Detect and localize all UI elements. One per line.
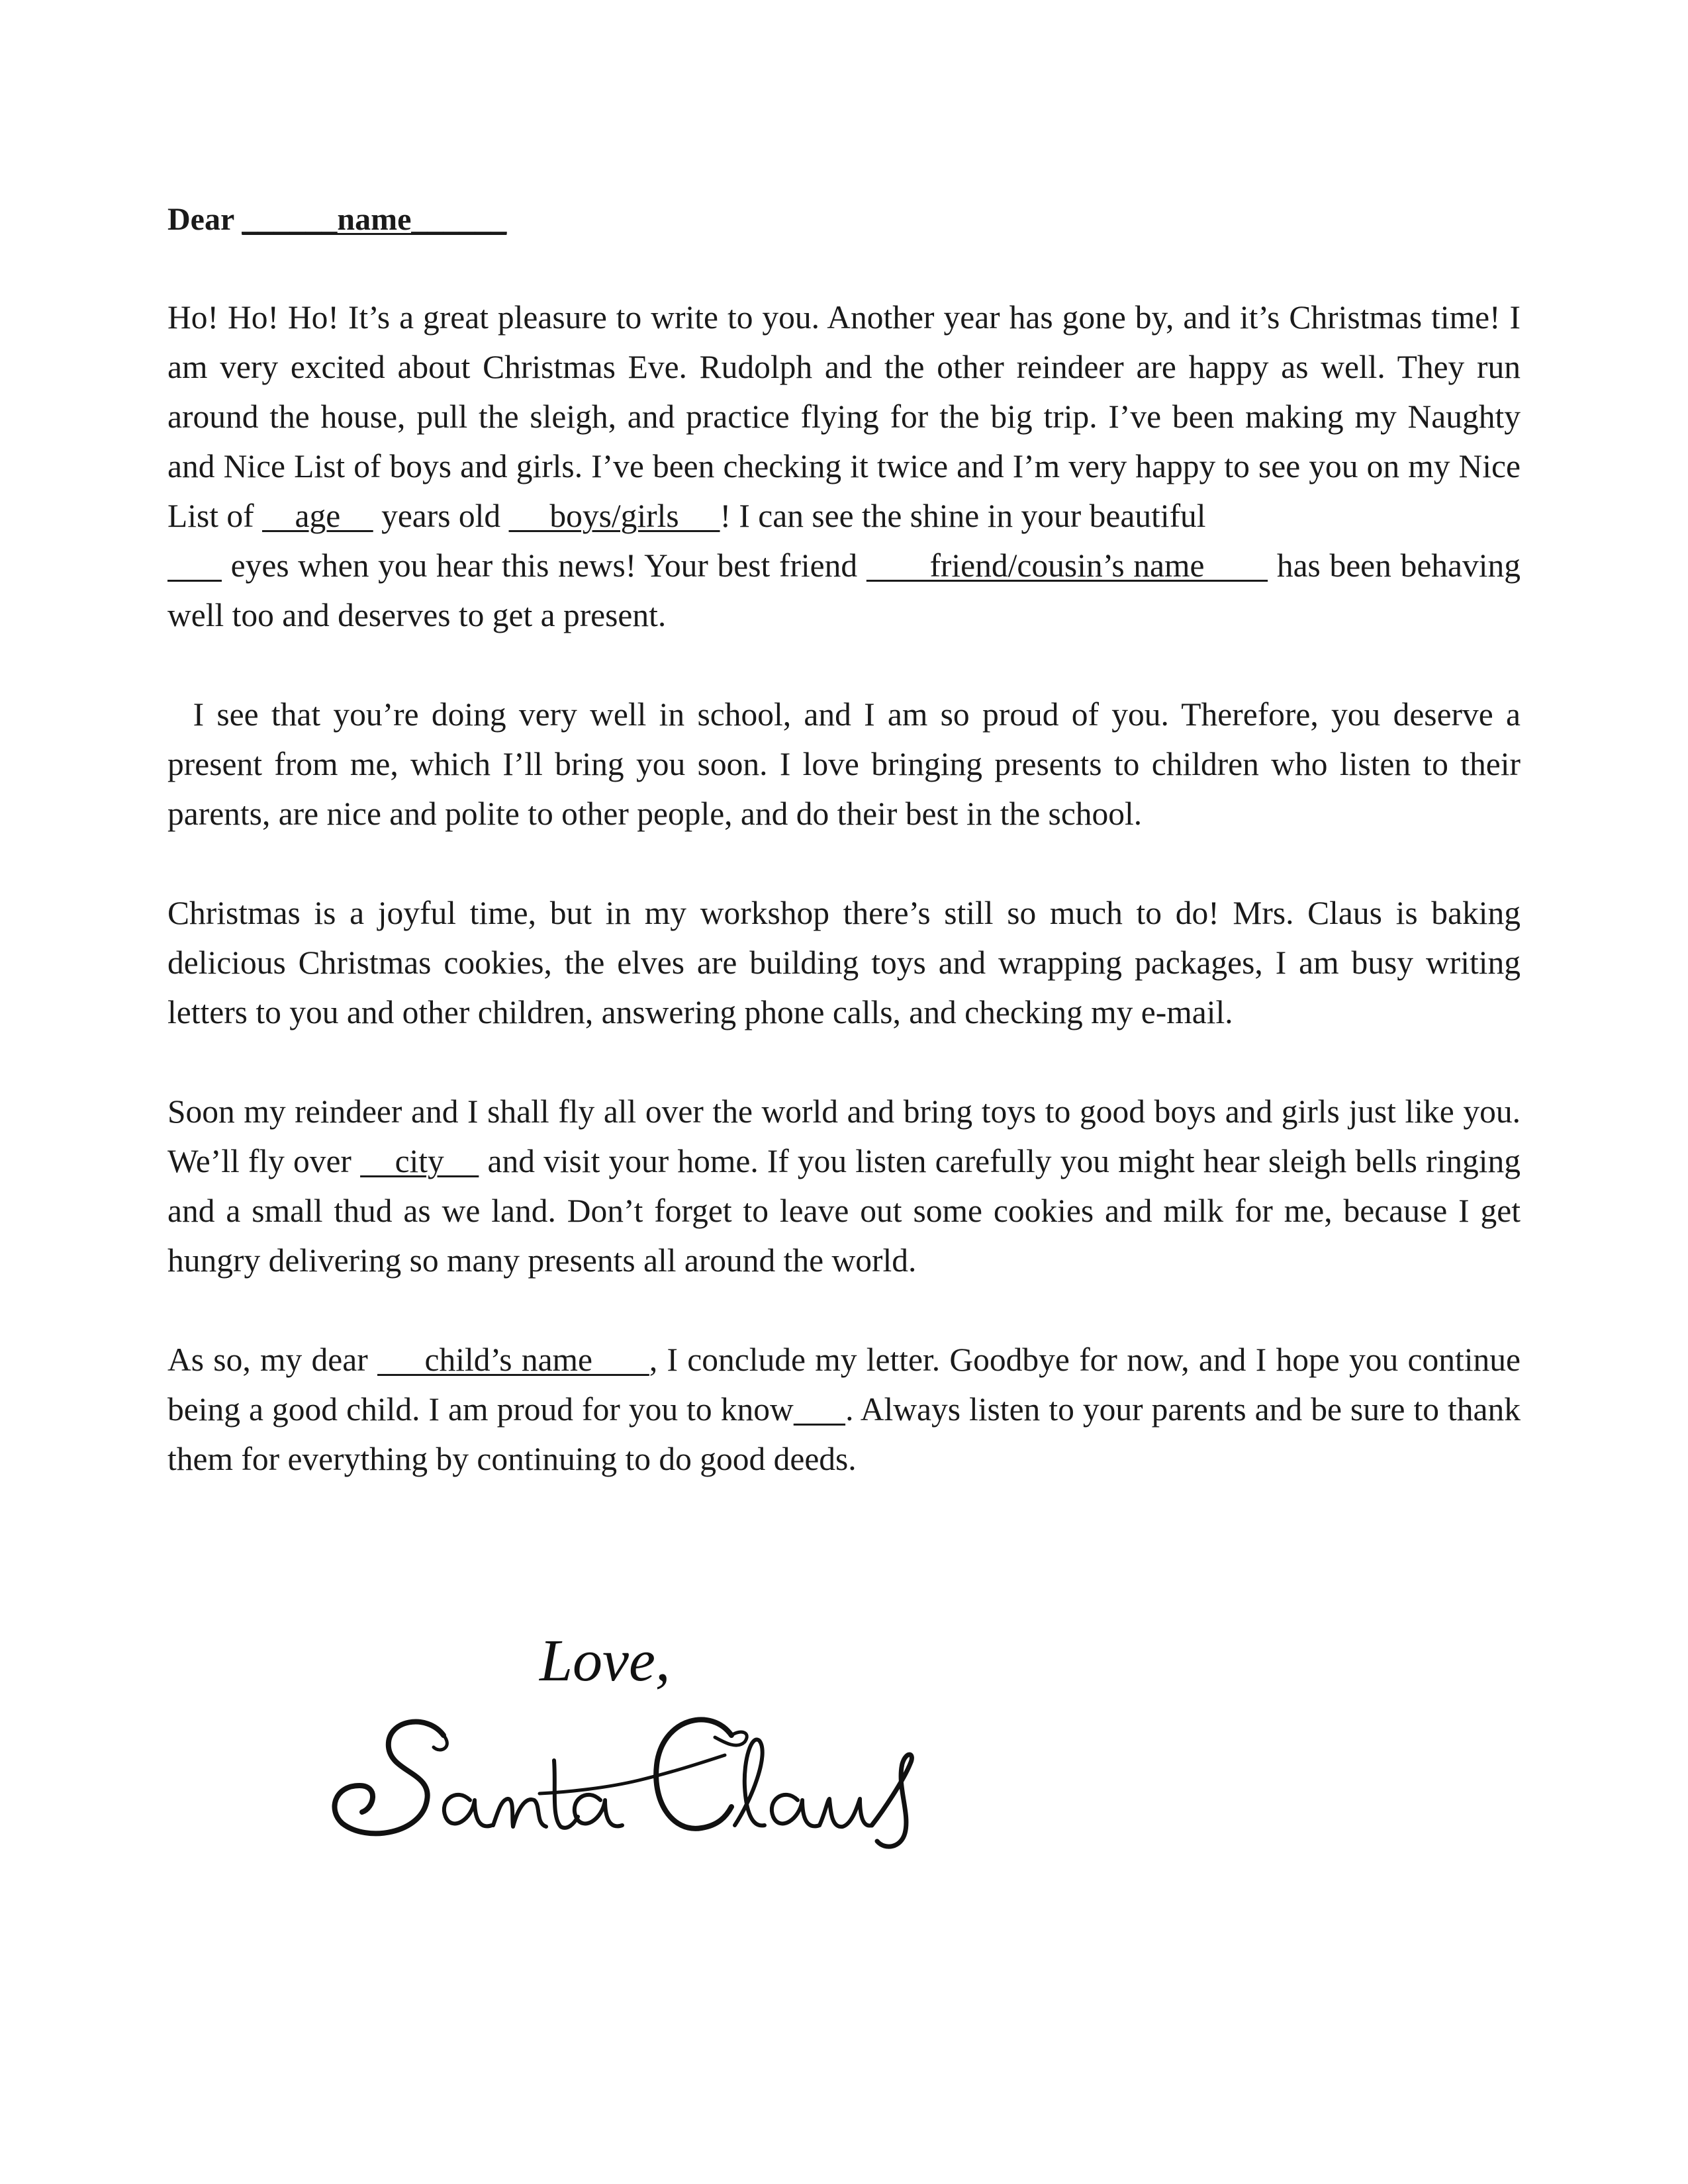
paragraph-2: I see that you’re doing very well in school, and I am so proud of you. Therefore, you deserve a present from me, which I’ll bring you soon. I love bringing presents to children who listen to their parents, are nice and polite to other people, and do their best in the school. [167, 696, 1529, 832]
santa-claus-signature [328, 1701, 976, 1860]
know-blank [794, 1391, 845, 1428]
paragraph-1 [167, 293, 1521, 640]
spacer [167, 640, 1521, 690]
eye-color-blank [167, 547, 222, 584]
paragraph-4 [167, 1087, 1521, 1285]
child-name-blank: child’s name [377, 1342, 649, 1378]
letter-body [167, 192, 1529, 1484]
spacer [167, 1037, 1521, 1087]
paragraph-5-text-1: As so, my dear [167, 1342, 378, 1378]
paragraph-1-text-5: has been behaving well too and deserves to get a present. [167, 547, 1521, 633]
spacer [167, 839, 1521, 888]
paragraph-5 [167, 1335, 1521, 1484]
paragraph-5-text-2: , I conclude my letter. Goodbye for now, and I hope you continue being a good child. I am proud for you to know [167, 1342, 1521, 1428]
city-blank: city [360, 1143, 479, 1179]
paragraph-4-text-2: and visit your home. If you listen carefully you might hear sleigh bells ringing and a small thud as we land. Don’t forget to leave out some cookies and milk for me, because I get hungry delivering so many presents all around the world. [167, 1143, 1521, 1279]
paragraph-1-text-4: eyes when you hear this news! Your best friend [221, 547, 867, 584]
paragraph-1-text-2: years old [373, 498, 509, 534]
paragraph-5-text-3: . Always listen to your parents and be sure to thank them for everything by continuing to do good deeds. [167, 1391, 1521, 1477]
name-blank: ______name______ [242, 202, 507, 237]
spacer [167, 248, 1521, 293]
boys-girls-blank: boys/girls [508, 498, 720, 534]
friend-name-blank: friend/cousin’s name [866, 547, 1268, 584]
paragraph-4-text-1: Soon my reindeer and I shall fly all over the world and bring toys to good boys and girls just like you. We’ll fly over [167, 1093, 1521, 1179]
spacer [167, 1285, 1521, 1335]
paragraph-1-text-1: Ho! Ho! Ho! It’s a great pleasure to write to you. Another year has gone by, and it’s Christmas time! I am very excited about Christmas Eve. Rudolph and the other reindeer are happy as well. They run around the house, pull the sleigh, and practice flying for the big trip. I’ve been making my Naughty and Nice List of boys and girls. I’ve been checking it twice and I’m very happy to see you on my Nice List of [167, 299, 1521, 534]
age-blank: age [262, 498, 373, 534]
paragraph-1-text-3: ! I can see the shine in your beautiful [720, 498, 1206, 534]
closing-love: Love, [539, 1628, 671, 1694]
paragraph-3: Christmas is a joyful time, but in my workshop there’s still so much to do! Mrs. Claus is baking delicious Christmas cookies, the elves are building toys and wrapping packages, I am busy writing letters to you and other children, answering phone calls, and checking my e-mail. [167, 895, 1521, 1030]
salutation [167, 192, 1521, 248]
salutation-prefix: Dear [167, 202, 242, 237]
